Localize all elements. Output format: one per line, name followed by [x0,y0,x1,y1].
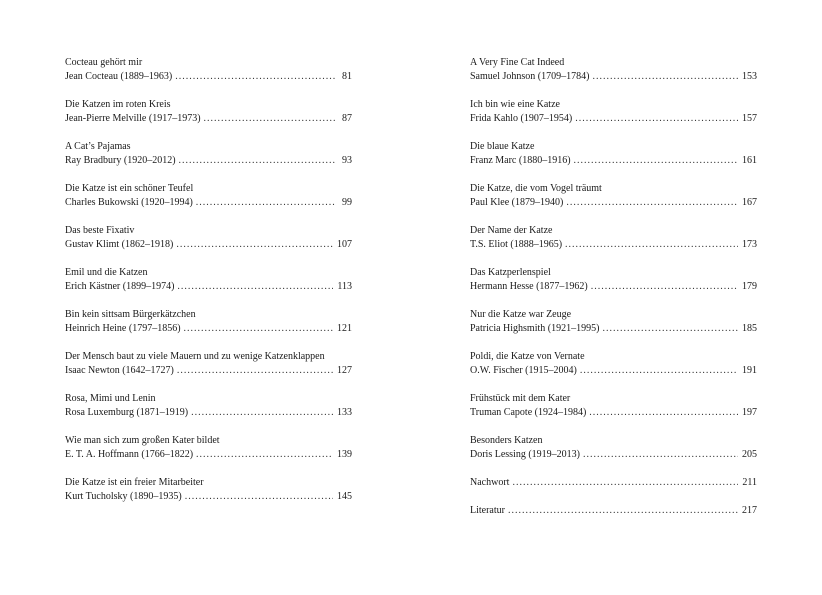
toc-entry [65,266,352,308]
entry-author: Charles Bukowski (1920–1994) [65,197,193,208]
entry-author: Gustav Klimt (1862–1918) [65,239,174,250]
toc-left-column [65,56,352,518]
entry-title: Das Katzperlenspiel [470,267,551,278]
entry-author: Isaac Newton (1642–1727) [65,365,174,376]
entry-author: Franz Marc (1880–1916) [470,155,571,166]
entry-author: Rosa Luxemburg (1871–1919) [65,407,189,418]
entry-author: E. T. A. Hoffmann (1766–1822) [65,449,194,460]
entry-author: Heinrich Heine (1797–1856) [65,323,181,334]
appendix-label: Nachwort [470,477,510,488]
appendix-label: Literatur [470,505,505,516]
entry-page-number: 179 [742,281,757,292]
toc-entry [65,56,352,98]
entry-author: Samuel Johnson (1709–1784) [470,71,590,82]
entry-page-number: 107 [337,239,352,250]
entry-title: Poldi, die Katze von Vernate [470,351,585,362]
dot-leader [177,364,333,378]
entry-title: Die Katze ist ein freier Mitarbeiter [65,477,204,488]
entry-page-number: 139 [337,449,352,460]
toc-entry [470,266,757,308]
entry-title: Der Mensch baut zu viele Mauern und zu wenige Katzenklappen [65,351,325,362]
entry-author: Hermann Hesse (1877–1962) [470,281,588,292]
dot-leader [512,476,738,490]
toc-entry [470,350,757,392]
dot-leader [574,154,738,168]
entry-page-number: 167 [742,197,757,208]
dot-leader [204,112,336,126]
entry-page-number: 191 [742,365,757,376]
entry-title: Bin kein sittsam Bürgerkätzchen [65,309,196,320]
entry-page-number: 161 [742,155,757,166]
toc-entry [65,98,352,140]
toc-entry [470,56,757,98]
entry-title: Die Katze, die vom Vogel träumt [470,183,602,194]
toc-entry [470,182,757,224]
toc-entry [470,98,757,140]
entry-page-number: 81 [342,71,352,82]
dot-leader [575,112,738,126]
entry-page-number: 93 [342,155,352,166]
entry-page-number: 211 [742,477,757,488]
entry-title: Das beste Fixativ [65,225,135,236]
entry-page-number: 133 [337,407,352,418]
dot-leader [592,70,738,84]
entry-author: Kurt Tucholsky (1890–1935) [65,491,182,502]
entry-author: Truman Capote (1924–1984) [470,407,587,418]
dot-leader [185,490,333,504]
entry-title: Die Katze ist ein schöner Teufel [65,183,194,194]
dot-leader [602,322,738,336]
toc-entry [470,392,757,434]
dot-leader [565,238,738,252]
entry-title: Rosa, Mimi und Lenin [65,393,156,404]
dot-leader [177,280,333,294]
entry-page-number: 87 [342,113,352,124]
dot-leader [583,448,738,462]
toc-entry [470,224,757,266]
entry-title: Nur die Katze war Zeuge [470,309,572,320]
entry-title: A Very Fine Cat Indeed [470,57,565,68]
toc-entry [65,392,352,434]
toc-entry [65,308,352,350]
toc-entry [65,434,352,476]
dot-leader [196,196,336,210]
toc-appendix-entry [470,476,757,504]
toc-entry [470,140,757,182]
entry-author: Ray Bradbury (1920–2012) [65,155,176,166]
dot-leader [176,238,333,252]
toc-entry [65,476,352,518]
entry-title: Besonders Katzen [470,435,543,446]
dot-leader [566,196,738,210]
entry-author: Patricia Highsmith (1921–1995) [470,323,600,334]
entry-author: Doris Lessing (1919–2013) [470,449,580,460]
entry-title: A Cat’s Pajamas [65,141,131,152]
toc-entry [65,224,352,266]
entry-page-number: 121 [337,323,352,334]
dot-leader [589,406,738,420]
dot-leader [196,448,333,462]
entry-author: T.S. Eliot (1888–1965) [470,239,563,250]
entry-title: Ich bin wie eine Katze [470,99,560,110]
entry-page-number: 127 [337,365,352,376]
toc-entry [65,182,352,224]
dot-leader [179,154,336,168]
dot-leader [184,322,333,336]
entry-title: Der Name der Katze [470,225,553,236]
dot-leader [175,70,336,84]
entry-page-number: 185 [742,323,757,334]
entry-page-number: 205 [742,449,757,460]
toc-entry [65,140,352,182]
dot-leader [591,280,738,294]
entry-author: Jean-Pierre Melville (1917–1973) [65,113,201,124]
entry-page-number: 157 [742,113,757,124]
entry-page-number: 217 [742,505,757,516]
entry-author: Paul Klee (1879–1940) [470,197,564,208]
entry-author: O.W. Fischer (1915–2004) [470,365,577,376]
entry-title: Wie man sich zum großen Kater bildet [65,435,220,446]
entry-page-number: 145 [337,491,352,502]
toc-entry [65,350,352,392]
entry-author: Frida Kahlo (1907–1954) [470,113,573,124]
entry-page-number: 197 [742,407,757,418]
entry-author: Jean Cocteau (1889–1963) [65,71,173,82]
toc-entry [470,308,757,350]
entry-page-number: 99 [342,197,352,208]
entry-page-number: 113 [337,281,352,292]
toc-entry [470,434,757,476]
toc-right-column [470,56,757,532]
dot-leader [580,364,738,378]
entry-title: Cocteau gehört mir [65,57,143,68]
dot-leader [508,504,738,518]
entry-title: Die blaue Katze [470,141,535,152]
entry-title: Frühstück mit dem Kater [470,393,571,404]
entry-page-number: 173 [742,239,757,250]
entry-author: Erich Kästner (1899–1974) [65,281,175,292]
entry-title: Die Katzen im roten Kreis [65,99,171,110]
dot-leader [191,406,333,420]
entry-page-number: 153 [742,71,757,82]
entry-title: Emil und die Katzen [65,267,148,278]
toc-appendix-entry [470,504,757,532]
